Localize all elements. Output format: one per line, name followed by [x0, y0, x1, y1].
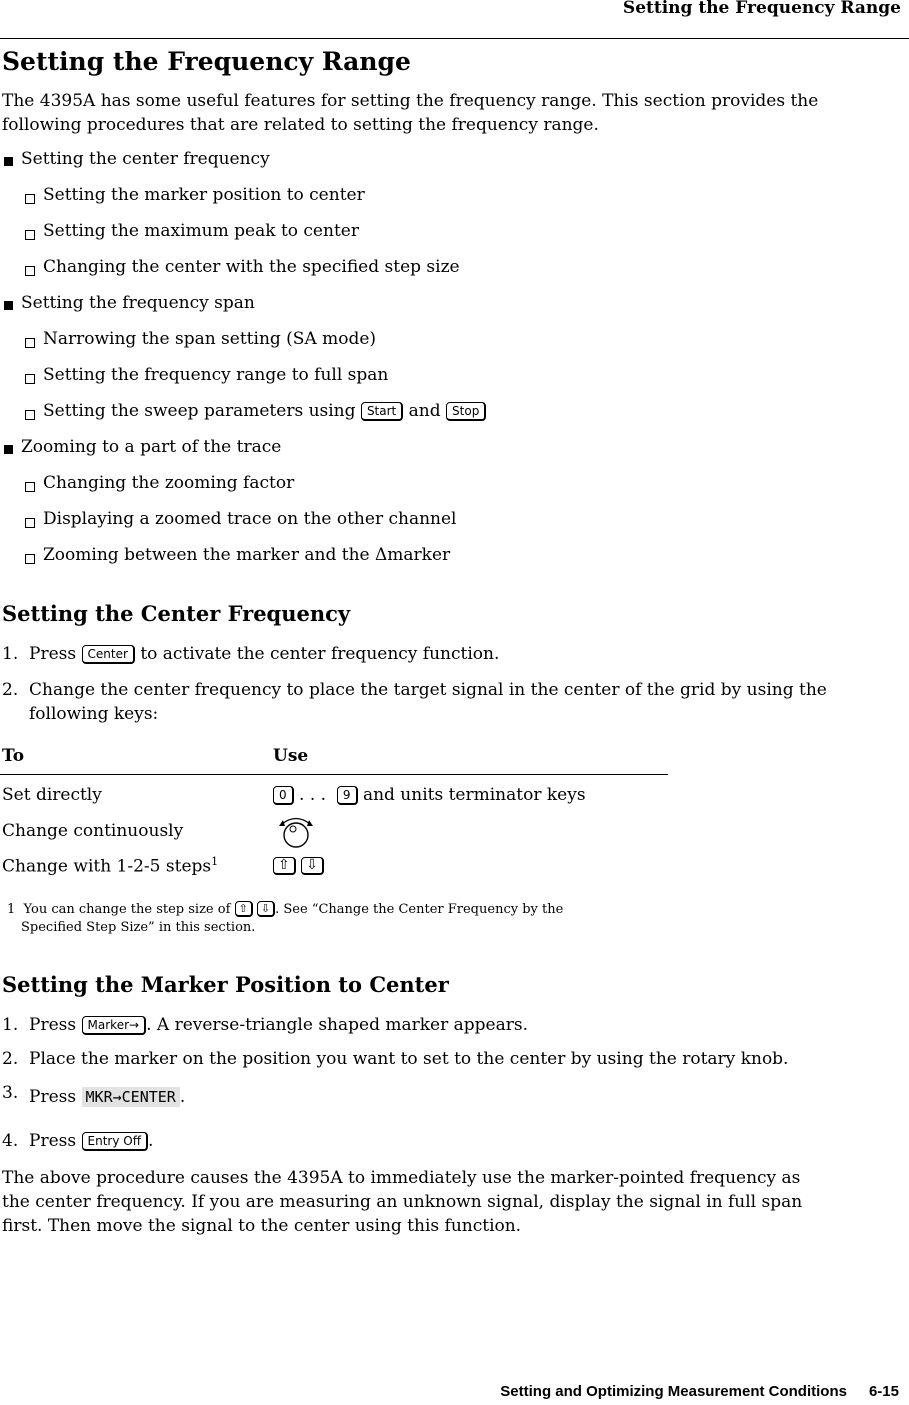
bullet-open-icon: [25, 266, 35, 276]
step-number: 2.: [2, 1049, 19, 1069]
footnote-text: . See “Change the Center Frequency by the: [275, 902, 564, 917]
topic-peak-to-center: Setting the maximum peak to center: [43, 221, 359, 241]
bullet-open-icon: [25, 338, 35, 348]
topic-center-frequency: Setting the center frequency: [21, 149, 270, 169]
bullet-open-icon: [25, 518, 35, 528]
footnote-line-2: Specified Step Size” in this section.: [21, 920, 256, 935]
topic-frequency-span: Setting the frequency span: [21, 293, 255, 313]
steps-text: Change with 1-2-5 steps: [2, 856, 212, 877]
down-arrow-key[interactable]: ⇩: [257, 901, 275, 917]
marker-step-1: [2, 1015, 528, 1035]
stop-key[interactable]: Stop: [446, 402, 486, 421]
table-header-rule: [0, 774, 668, 775]
bullet-open-icon: [25, 410, 35, 420]
zero-key[interactable]: 0: [273, 786, 294, 805]
center-key[interactable]: Center: [82, 645, 135, 664]
center-step-2: [2, 680, 827, 700]
bullet-filled-icon: [4, 157, 13, 166]
step-text: Press: [29, 1087, 77, 1107]
center-step-2-cont: following keys:: [29, 704, 159, 724]
table-cell-step-keys: [273, 855, 324, 875]
footer-page-number: 6-15: [868, 1383, 899, 1400]
step-text: Press: [29, 1131, 77, 1151]
topic-sweep-parameters: [43, 401, 486, 421]
table-header-use: Use: [273, 746, 309, 766]
up-arrow-key[interactable]: ⇧: [273, 857, 296, 875]
ellipsis-text: . . .: [299, 785, 327, 805]
bullet-filled-icon: [4, 445, 13, 454]
topic-full-span: Setting the frequency range to full span: [43, 365, 389, 385]
topic-sweep-text: Setting the sweep parameters using: [43, 401, 356, 421]
down-arrow-key[interactable]: ⇩: [301, 857, 324, 875]
topic-zoom-other-channel: Displaying a zoomed trace on the other channel: [43, 509, 457, 529]
marker-step-3: [2, 1083, 186, 1107]
topic-step-size: Changing the center with the specified step size: [43, 257, 460, 277]
marker-key[interactable]: Marker→: [82, 1016, 147, 1035]
step-text: Press: [29, 644, 77, 664]
intro-line-2: following procedures that are related to setting the frequency range.: [2, 115, 599, 135]
footnote-number: 1: [7, 902, 16, 917]
terminator-text: and units terminator keys: [362, 785, 586, 805]
footnote-text: You can change the step size of: [23, 902, 231, 917]
step-number: 4.: [2, 1131, 19, 1151]
closing-line-3: first. Then move the signal to the center using this function.: [2, 1216, 522, 1236]
start-key[interactable]: Start: [361, 402, 403, 421]
topic-narrow-span: Narrowing the span setting (SA mode): [43, 329, 377, 349]
bullet-open-icon: [25, 482, 35, 492]
topic-marker-to-center: Setting the marker position to center: [43, 185, 365, 205]
bullet-filled-icon: [4, 301, 13, 310]
table-row-steps: [2, 855, 218, 877]
step-text: Press: [29, 1015, 77, 1035]
closing-line-1: The above procedure causes the 4395A to immediately use the marker-pointed frequency as: [2, 1168, 801, 1188]
topic-zooming: Zooming to a part of the trace: [21, 437, 282, 457]
page-title: Setting the Frequency Range: [2, 47, 411, 76]
table-row-set-directly: Set directly: [2, 785, 102, 805]
footnote-ref: 1: [211, 855, 219, 868]
table-header-to: To: [2, 746, 25, 766]
step-text: .: [148, 1131, 154, 1151]
step-text: . A reverse-triangle shaped marker appears.: [146, 1015, 528, 1035]
header-rule: [0, 38, 909, 39]
step-text: Change the center frequency to place the target signal in the center of the grid by using the: [29, 680, 827, 700]
section-heading-center: Setting the Center Frequency: [2, 601, 351, 626]
running-head: Setting the Frequency Range: [622, 0, 901, 18]
step-text: to activate the center frequency function.: [140, 644, 500, 664]
section-heading-marker: Setting the Marker Position to Center: [2, 972, 449, 997]
footer-chapter: Setting and Optimizing Measurement Conditions: [500, 1383, 847, 1400]
step-text: Place the marker on the position you want to set to the center by using the rotary knob.: [29, 1049, 789, 1069]
mkr-center-softkey[interactable]: MKR→CENTER: [82, 1087, 180, 1107]
bullet-open-icon: [25, 374, 35, 384]
bullet-open-icon: [25, 194, 35, 204]
page-footer: [500, 1383, 899, 1400]
up-arrow-key[interactable]: ⇧: [235, 901, 253, 917]
step-number: 3.: [2, 1083, 19, 1103]
bullet-open-icon: [25, 554, 35, 564]
table-row-continuously: Change continuously: [2, 821, 184, 841]
bullet-open-icon: [25, 230, 35, 240]
center-step-1: [2, 644, 499, 664]
step-number: 1.: [2, 644, 19, 664]
step-text: .: [179, 1087, 186, 1107]
table-cell-use-keys: [273, 785, 586, 805]
marker-step-2: [2, 1049, 788, 1069]
nine-key[interactable]: 9: [337, 786, 358, 805]
topic-zoom-factor: Changing the zooming factor: [43, 473, 295, 493]
marker-step-4: [2, 1131, 153, 1151]
and-text: and: [408, 401, 441, 421]
step-number: 1.: [2, 1015, 19, 1035]
closing-line-2: the center frequency. If you are measuring an unknown signal, display the signal in full span: [2, 1192, 803, 1212]
entry-off-key[interactable]: Entry Off: [82, 1132, 148, 1151]
footnote: [7, 901, 563, 917]
intro-line-1: The 4395A has some useful features for setting the frequency range. This section provides the: [2, 91, 819, 111]
topic-zoom-between-markers: Zooming between the marker and the Δmarker: [43, 545, 451, 565]
step-number: 2.: [2, 680, 19, 700]
rotary-knob-icon[interactable]: [276, 814, 316, 852]
